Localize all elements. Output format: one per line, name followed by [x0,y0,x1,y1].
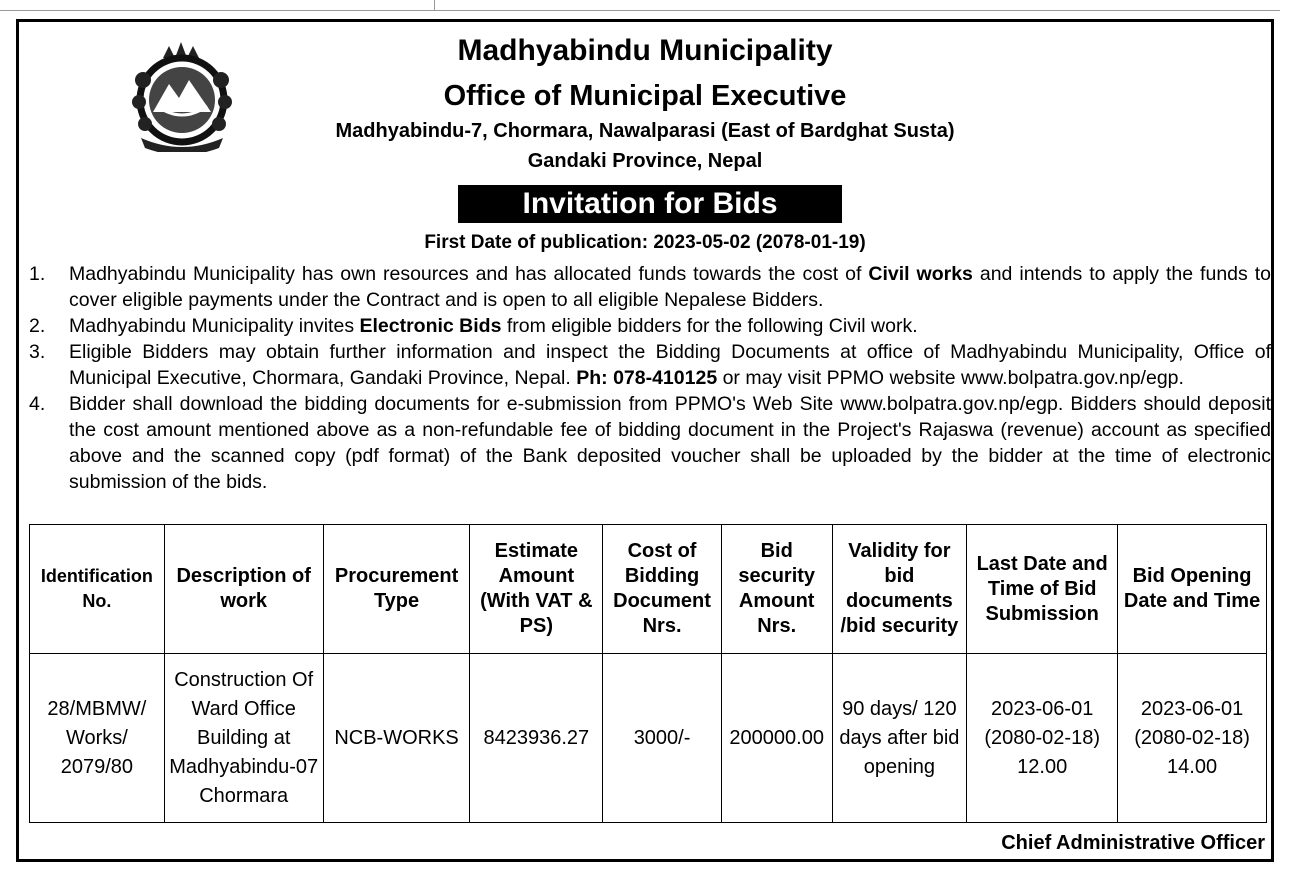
clause-text-run: from eligible bidders for the following Civil work. [501,315,918,337]
cell-description: Construction Of Ward Office Building at Madhyabindu-07 Chormara [164,654,323,823]
cell-procurement-type: NCB-WORKS [323,654,470,823]
clause-number: 2. [29,315,46,337]
table-row [30,654,1267,823]
col-header-estimate: Estimate Amount (With VAT & PS) [470,525,603,654]
table-header-row [30,525,1267,654]
clause-text-run: Madhyabindu Municipality invites [69,315,360,337]
office-address: Madhyabindu-7, Chormara, Nawalparasi (East of Bardghat Susta) [335,120,955,142]
col-header-procurement-type: Procurement Type [323,525,470,654]
notice-frame [16,19,1274,862]
clause-text [69,391,1271,495]
clause-text [69,339,1271,391]
clause-text-run: Bidder shall download the bidding documents for e-submission from PPMO's Web Site www.bolpatra.gov.np/egp. Bidders should deposit the cost amount mentioned above as a non-refundable fee of bidding document in the Project's Rajaswa (revenue) account as specified above and the scanned copy (pdf format) of the Bank deposited voucher shall be uploaded by the bidder at the time of electronic submission of the bids. [69,393,1271,493]
col-header-cost: Cost of Bidding Document Nrs. [603,525,722,654]
clause-list [29,261,1271,495]
cell-estimate: 8423936.27 [470,654,603,823]
clause-text-run: or may visit PPMO website www.bolpatra.gov.np/egp. [717,367,1184,389]
clause-4 [29,391,1271,495]
cell-identification: 28/MBMW/ Works/ 2079/80 [30,654,165,823]
cell-last-date: 2023-06-01 (2080-02-18) 12.00 [967,654,1118,823]
col-header-bid-security: Bid security Amount Nrs. [721,525,832,654]
bid-table [29,524,1267,823]
cell-validity: 90 days/ 120 days after bid opening [832,654,967,823]
signature: Chief Administrative Officer [1001,832,1265,854]
clause-1 [29,261,1271,313]
clause-bold-run: Electronic Bids [359,315,502,337]
invitation-banner: Invitation for Bids [458,185,842,223]
page-top-rule [0,10,1280,11]
cell-bid-security: 200000.00 [721,654,832,823]
clause-text-run: Madhyabindu Municipality has own resources and has allocated funds towards the cost of [69,263,869,285]
clause-number: 4. [29,393,46,415]
cell-cost: 3000/- [603,654,722,823]
clause-number: 1. [29,263,46,285]
clause-text-run: and intends to apply the funds to cover eligible payments under the Contract and is open to all eligible Nepalese Bidders. [69,263,1271,311]
clause-text [69,313,1271,339]
clause-bold-run: Ph: 078-410125 [576,367,718,389]
page-top-divider [434,0,435,10]
org-name: Madhyabindu Municipality [457,34,833,67]
col-header-opening-date: Bid Opening Date and Time [1118,525,1267,654]
clause-number: 3. [29,341,46,363]
col-header-identification: Identification No. [30,525,165,654]
clause-text-run: Eligible Bidders may obtain further information and inspect the Bidding Documents at office of Madhyabindu Municipality, Office of Municipal Executive, Chormara, Gandaki Province, Nepal. [69,341,1271,389]
cell-opening-date: 2023-06-01 (2080-02-18) 14.00 [1118,654,1267,823]
publication-date: First Date of publication: 2023-05-02 (2078-01-19) [424,232,866,253]
province: Gandaki Province, Nepal [527,150,763,172]
clause-2 [29,313,1271,339]
clause-3 [29,339,1271,391]
clause-text [69,261,1271,313]
clause-bold-run: Civil works [868,263,973,285]
col-header-last-date: Last Date and Time of Bid Submission [967,525,1118,654]
office-name: Office of Municipal Executive [443,80,847,112]
col-header-validity: Validity for bid documents /bid security [832,525,967,654]
col-header-description: Description of work [164,525,323,654]
